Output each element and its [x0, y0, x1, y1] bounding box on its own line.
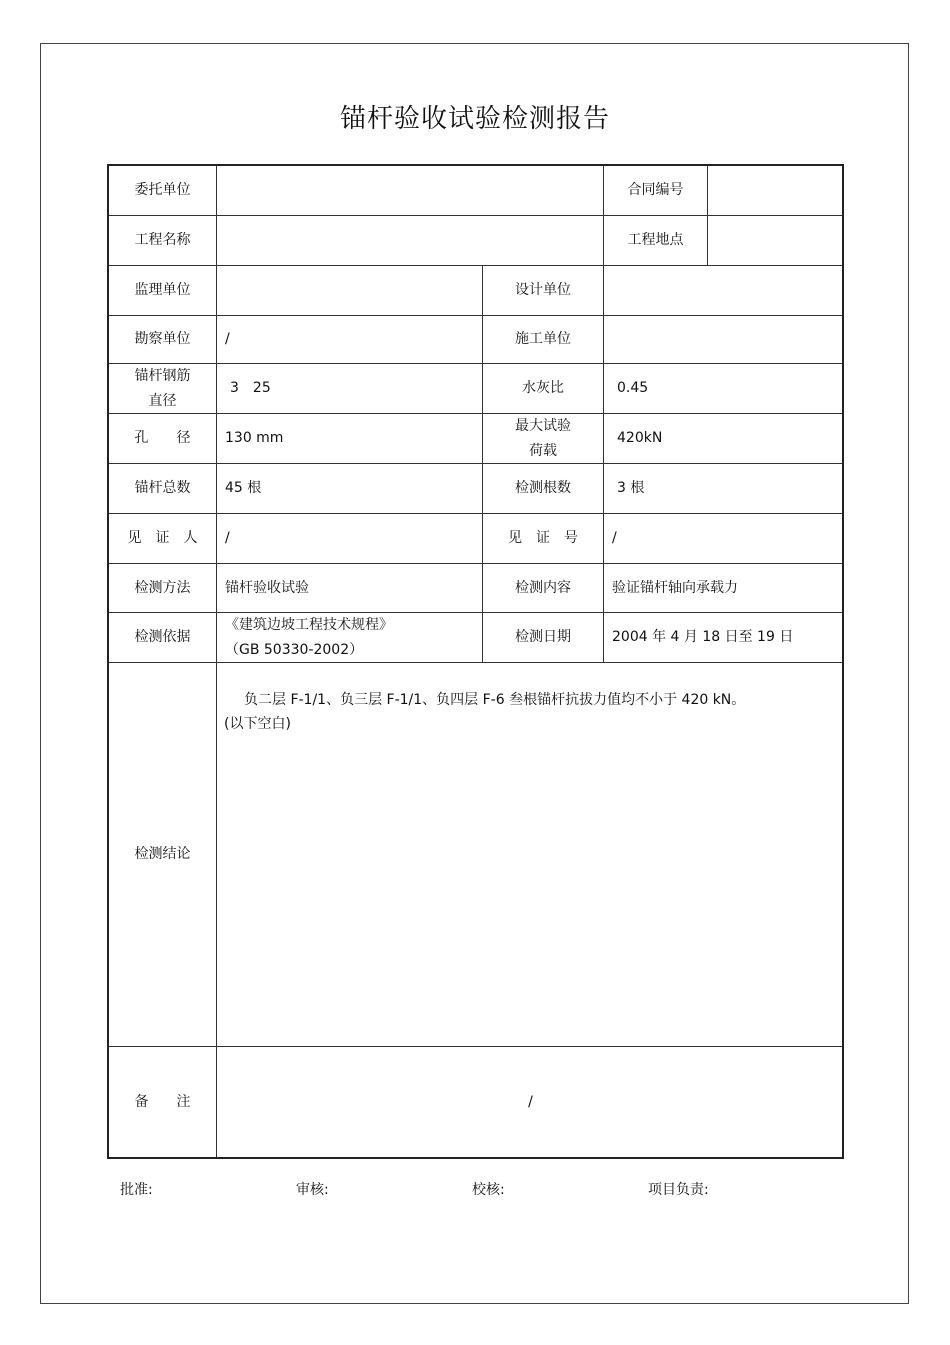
label-test-count: 检测根数 [515, 480, 571, 496]
label-survey: 勘察单位 [134, 331, 191, 347]
value-rebar-diameter: 3 25 [230, 380, 271, 396]
label-designer: 设计单位 [515, 282, 571, 298]
label-rebar-diameter [109, 364, 216, 413]
row-divider [109, 662, 842, 663]
value-designer [604, 266, 842, 315]
value-test-count: 3 根 [617, 480, 645, 496]
conclusion-line: 负二层 F-1/1、负三层 F-1/1、负四层 F-6 叁根锚杆抗拔力值均不小于 420 kN。 [244, 692, 746, 708]
sign-approve: 批准: [120, 1182, 153, 1198]
conclusion-text [224, 688, 824, 736]
value-anchor-total: 45 根 [225, 480, 262, 496]
value-survey: / [225, 331, 230, 347]
sign-check: 校核: [472, 1182, 505, 1198]
label-supervisor: 监理单位 [134, 282, 191, 298]
value-contract-no [708, 166, 843, 215]
label-remarks: 备 注 [134, 1093, 191, 1110]
value-constructor [604, 316, 842, 363]
value-test-method: 锚杆验收试验 [225, 579, 309, 596]
label-conclusion: 检测结论 [134, 846, 191, 862]
label-water-cement: 水灰比 [522, 380, 564, 396]
label-anchor-total: 锚杆总数 [134, 480, 191, 496]
report-table [107, 164, 844, 1159]
label-witness-no: 见 证 号 [508, 530, 578, 546]
label-test-method: 检测方法 [134, 579, 191, 596]
label-max-test-load [483, 414, 603, 463]
value-witness-no: / [612, 530, 617, 546]
label-test-date: 检测日期 [515, 629, 571, 645]
value-hole-diameter: 130 mm [225, 430, 284, 446]
label-line: 荷载 [529, 442, 557, 459]
conclusion-line: (以下空白) [224, 716, 291, 732]
value-client [217, 166, 603, 215]
sign-project-lead: 项目负责: [648, 1182, 709, 1198]
value-test-content: 验证锚杆轴向承载力 [612, 579, 738, 596]
report-title: 锚杆验收试验检测报告 [339, 104, 610, 134]
label-line: 直径 [148, 392, 177, 409]
value-test-basis [217, 613, 482, 662]
value-test-date: 2004 年 4 月 18 日至 19 日 [612, 629, 794, 645]
value-project-name [217, 216, 603, 265]
value-witness: / [225, 530, 230, 546]
basis-line: （GB 50330-2002） [225, 641, 364, 658]
value-water-cement: 0.45 [617, 380, 649, 396]
basis-line: 《建筑边坡工程技术规程》 [225, 616, 393, 633]
label-test-basis: 检测依据 [134, 629, 191, 645]
label-hole-diameter: 孔 径 [134, 430, 191, 446]
label-test-content: 检测内容 [515, 579, 571, 596]
value-supervisor [217, 266, 482, 315]
value-max-test-load: 420kN [617, 430, 663, 446]
label-project-location: 工程地点 [627, 232, 684, 248]
label-line: 锚杆钢筋 [134, 367, 191, 384]
label-constructor: 施工单位 [515, 331, 571, 347]
label-client: 委托单位 [134, 182, 191, 198]
label-witness: 见 证 人 [127, 530, 198, 546]
value-project-location [708, 216, 843, 265]
sign-review: 审核: [296, 1182, 329, 1198]
label-project-name: 工程名称 [134, 232, 191, 248]
value-remarks: / [528, 1093, 533, 1110]
label-line: 最大试验 [515, 417, 571, 434]
label-contract-no: 合同编号 [627, 182, 684, 198]
